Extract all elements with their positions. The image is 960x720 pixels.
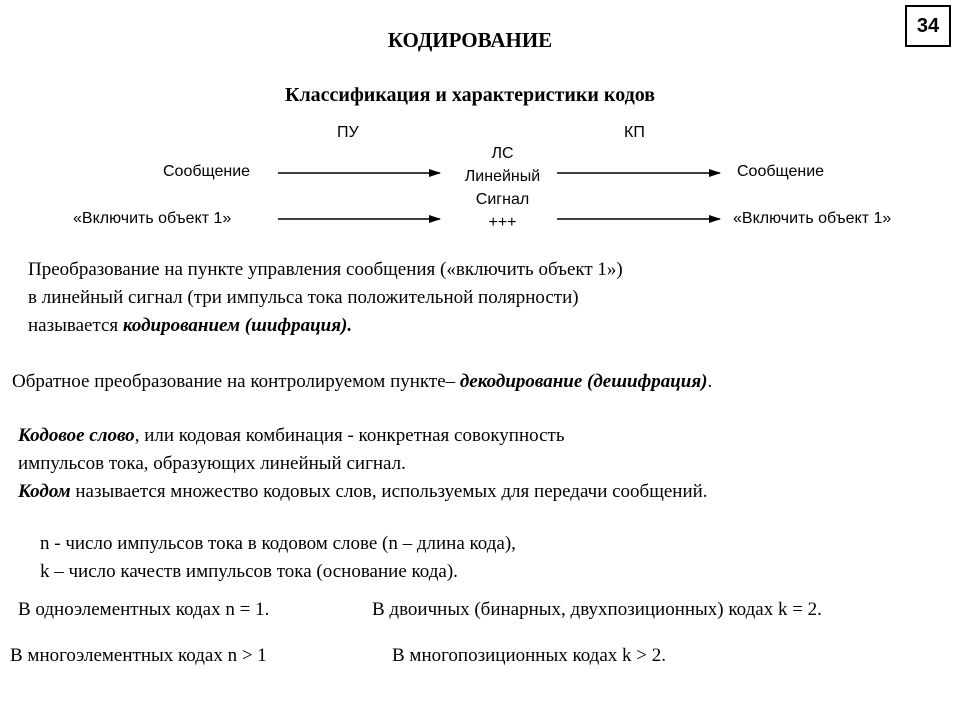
- encoding-line-3: [28, 312, 623, 340]
- encoding-line-3-prefix: называется: [28, 315, 123, 336]
- code-definition-paragraph: [18, 422, 708, 506]
- decoding-suffix: .: [707, 371, 713, 392]
- decoding-prefix: Обратное преобразование на контролируемом пункте–: [12, 371, 460, 392]
- page-subtitle: Классификация и характеристики кодов: [284, 84, 656, 106]
- pulse-sequence: +++: [488, 214, 517, 231]
- multi-element-fact: В многоэлементных кодах n > 1: [10, 645, 267, 666]
- sender-label: ПУ: [337, 124, 359, 141]
- multi-position-fact: В многопозиционных кодах k > 2.: [392, 645, 666, 666]
- code-rest: называется множество кодовых слов, используемых для передачи сообщений.: [70, 481, 708, 502]
- page-number: 34: [905, 5, 951, 47]
- line-signal-word2: Сигнал: [475, 191, 530, 208]
- encoding-paragraph: [28, 256, 623, 340]
- codeword-rest: , или кодовая комбинация - конкретная совокупность: [134, 425, 565, 446]
- decoding-paragraph: [12, 368, 712, 396]
- codeword-line-1: [18, 422, 708, 450]
- codeword-term: Кодовое слово: [18, 425, 135, 446]
- encoding-term: кодированием (шифрация).: [122, 315, 353, 336]
- line-signal-word1: Линейный: [464, 168, 541, 185]
- receiver-label: КП: [624, 124, 645, 141]
- n-definition: n - число импульсов тока в кодовом слове (n – длина кода),: [40, 533, 516, 554]
- single-element-fact: В одноэлементных кодах n = 1.: [18, 599, 270, 620]
- encoding-line-2: в линейный сигнал (три импульса тока положительной полярности): [28, 287, 579, 308]
- encoding-line-1: Преобразование на пункте управления сообщения («включить объект 1»): [28, 259, 623, 280]
- codeword-line-2: импульсов тока, образующих линейный сигнал.: [18, 453, 406, 474]
- left-command-label: «Включить объект 1»: [73, 210, 232, 227]
- line-signal-abbr: ЛС: [491, 145, 514, 162]
- left-message-label: Сообщение: [163, 163, 251, 180]
- code-line: [18, 478, 708, 506]
- right-command-label: «Включить объект 1»: [733, 210, 892, 227]
- parameter-definitions: [40, 530, 516, 586]
- decoding-term: декодирование (дешифрация): [459, 371, 708, 392]
- right-message-label: Сообщение: [737, 163, 825, 180]
- code-term: Кодом: [18, 481, 71, 502]
- binary-fact: В двоичных (бинарных, двухпозиционных) кодах k = 2.: [372, 599, 822, 620]
- k-definition: k – число качеств импульсов тока (основание кода).: [40, 561, 458, 582]
- page-title: КОДИРОВАНИЕ: [387, 28, 553, 52]
- diagram-arrows: [0, 0, 960, 260]
